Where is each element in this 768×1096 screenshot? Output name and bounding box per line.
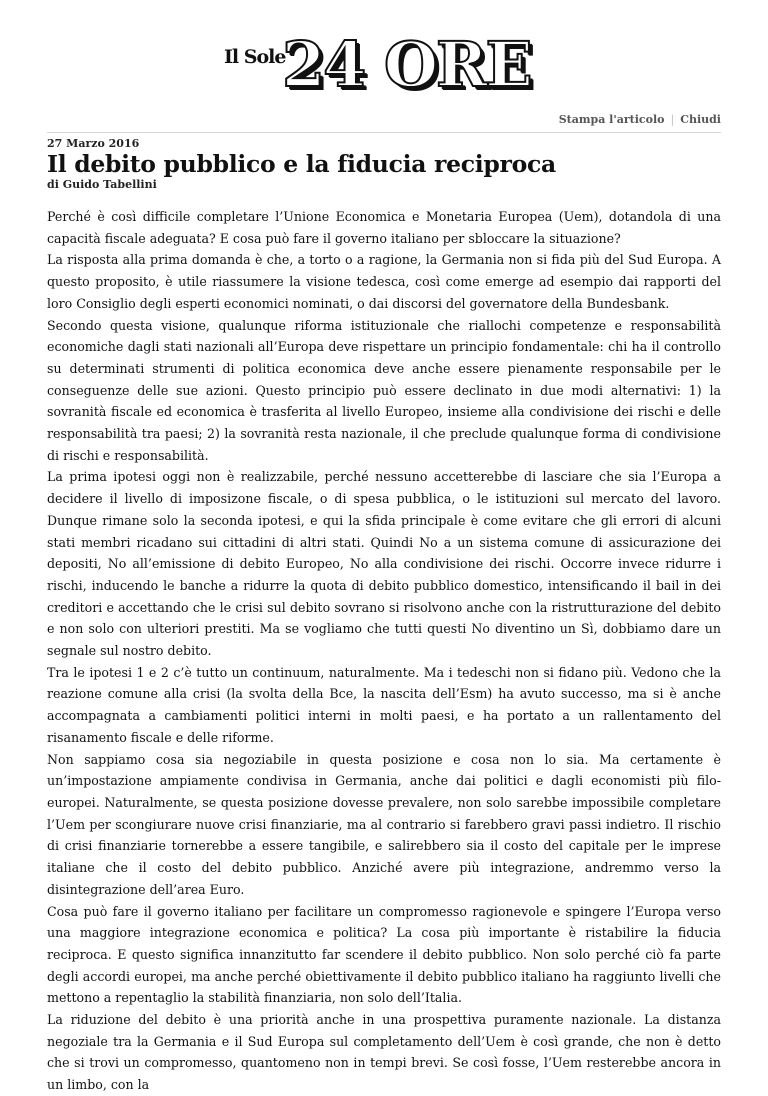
article-paragraph: La riduzione del debito è una priorità anche in una prospettiva puramente nazionale. La distanza negoziale tra la Germania e il Sud Europa sul completamento dell’Uem è così grande, che non è detto che si trovi un compromesso, quantomeno non in tempi brevi. Se così fosse, l’Uem resterebbe ancora in un limbo, con la xyxy=(47,1012,721,1093)
article-paragraph: Cosa può fare il governo italiano per facilitare un compromesso ragionevole e spingere l’Europa verso una maggiore integrazione economica e politica? La cosa più importante è ristabilire la fiducia reciproca. E questo significa innanzitutto far scendere il debito pubblico. Non solo perché ciò fa parte degli accordi europei, ma anche perché obiettivamente il debito pubblico italiano ha raggiunto livelli che mettono a repentaglio la stabilità finanziaria, non solo dell’Italia. xyxy=(47,903,721,1006)
site-logo xyxy=(0,20,768,102)
article-paragraph: Tra le ipotesi 1 e 2 c’è tutto un continuum, naturalmente. Ma i tedeschi non si fidano più. Vedono che la reazione comune alla crisi (la svolta della Bce, la nascita dell’Esm) ha avuto successo, ma si è anche accompagnata a cambiamenti politici interni in molti paesi, e ha portato a un rallentamento del risanamento fiscale e delle riforme. xyxy=(47,664,721,745)
toolbar-separator: | xyxy=(670,113,675,126)
article-paragraph: La risposta alla prima domanda è che, a torto o a ragione, la Germania non si fida più del Sud Europa. A questo proposito, è utile riassumere la visione tedesca, così come emerge ad esempio dai rapporti del loro Consiglio degli esperti economici nominati, o dai discorsi del governatore della Bundesbank. xyxy=(47,252,721,311)
article-body xyxy=(47,206,721,1093)
article-paragraph: Secondo questa visione, qualunque riforma istituzionale che riallochi competenze e responsabilità economiche dagli stati nazionali all’Europa deve rispettare un principio fondamentale: chi ha il controllo su determinati strumenti di politica economica deve anche essere pienamente responsabile per le conseguenze delle sue azioni. Questo principio può essere declinato in due modi alternativi: 1) la sovranità fiscale ed economica è trasferita al livello Europeo, insieme alla condivisione dei rischi e delle responsabilità tra paesi; 2) la sovranità resta nazionale, il che preclude qualunque forma di condivisione di rischi e responsabilità. xyxy=(47,317,721,463)
article-byline: di Guido Tabellini xyxy=(47,178,157,191)
article-paragraph: Perché è così difficile completare l’Unione Economica e Monetaria Europea (Uem), dotandola di una capacità fiscale adeguata? E cosa può fare il governo italiano per sbloccare la situazione? xyxy=(47,209,721,246)
print-article-link[interactable]: Stampa l'articolo xyxy=(558,113,665,126)
logo-big-text: 24 ORE xyxy=(282,28,531,101)
close-link[interactable]: Chiudi xyxy=(680,113,721,126)
article-paragraph: La prima ipotesi oggi non è realizzabile, perché nessuno accetterebbe di lasciare che sia l’Europa a decidere il livello di imposizone fiscale, o di spesa pubblica, o le istituzioni sul mercato del lavoro. Dunque rimane solo la seconda ipotesi, e qui la sfida principale è come evitare che gli errori di alcuni stati membri ricadano sui cittadini di altri stati. Quindi No a un sistema comune di assicurazione dei depositi, No all’emissione di debito Europeo, No alla condivisione dei rischi. Occorre invece ridurre i rischi, inducendo le banche a ridurre la quota di debito pubblico domestico, intensificando il bail in dei creditori e accettando che le crisi sul debito sovrano si risolvono anche con la ristrutturazione del debito e non solo con ulteriori prestiti. Ma se vogliamo che tutti questi No diventino un Sì, dobbiamo dare un segnale sul nostro debito. xyxy=(47,469,721,659)
article-title: Il debito pubblico e la fiducia reciproca xyxy=(47,150,556,178)
logo-small-text: Il Sole xyxy=(224,46,286,68)
article-paragraph: Non sappiamo cosa sia negoziabile in questa posizione e cosa non lo sia. Ma certamente è un’impostazione ampiamente condivisa in Germania, anche dai politici e dagli economisti più filo-europei. Naturalmente, se questa posizione dovesse prevalere, non solo sarebbe impossibile completare l’Uem per scongiurare nuove crisi finanziarie, ma al contrario si farebbero gravi passi indietro. Il rischio di crisi finanziarie tornerebbe a essere tangibile, e salirebbero sia il costo del capitale per le imprese italiane che il costo del debito pubblico. Anziché avere più integrazione, andremmo verso la disintegrazione dell’area Euro. xyxy=(47,751,721,897)
article-toolbar xyxy=(559,113,721,126)
header-divider xyxy=(47,132,721,133)
article-date: 27 Marzo 2016 xyxy=(47,137,140,150)
